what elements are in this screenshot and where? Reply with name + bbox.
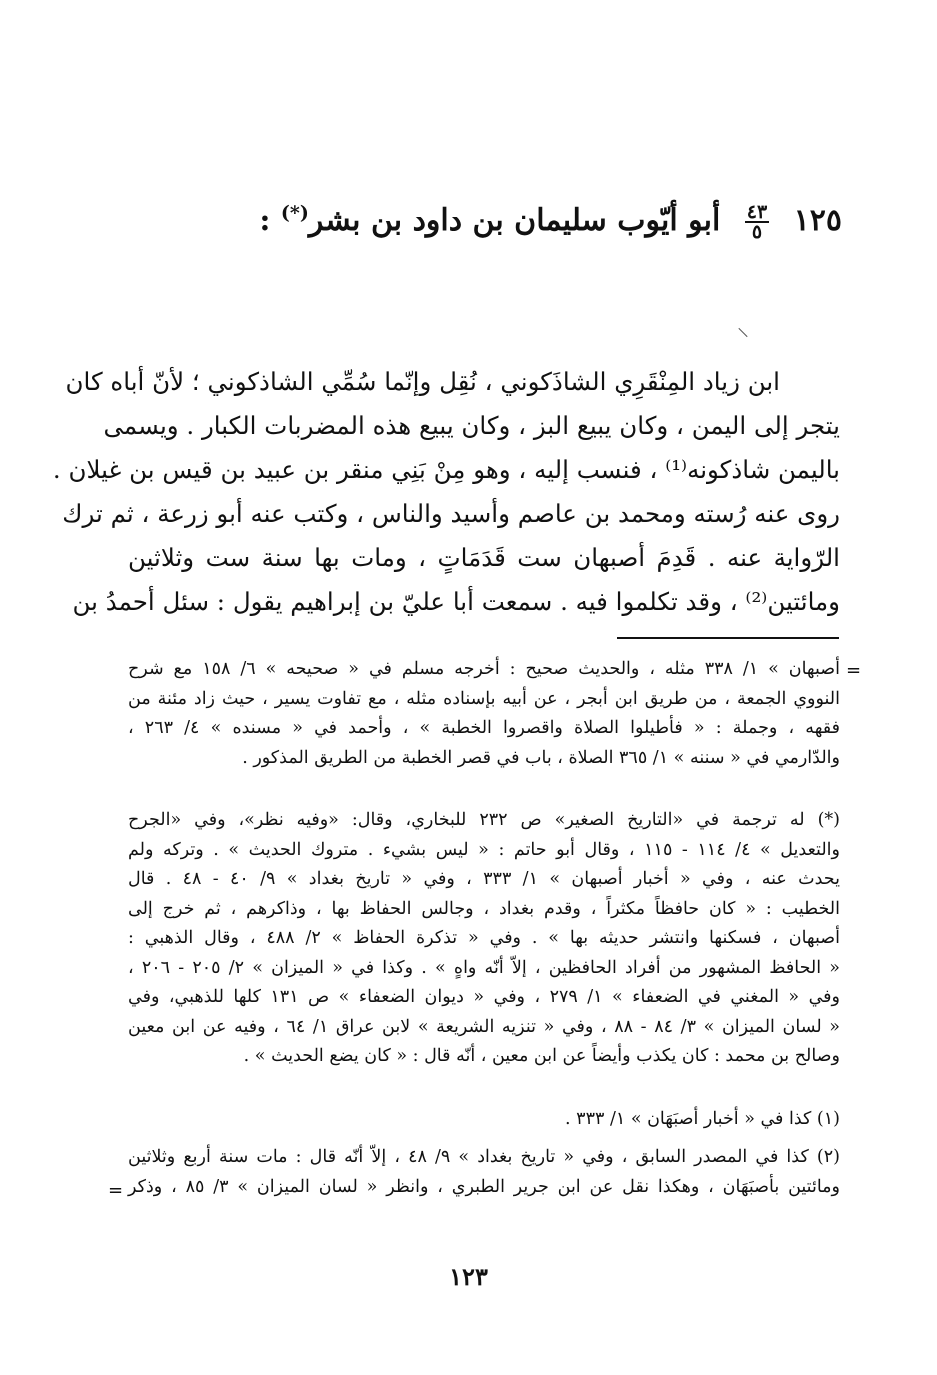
footnote-line: « الحافظ المشهور من أفراد الحافظين ، إلاّ أنّه واهٍ » . وكذا في « الميزان » ٢/ ٢٠٥ - ٢٠٦ ، — [128, 957, 840, 978]
footnote-line: فقهه ، وجملة : « فأطيلوا الصلاة واقصروا الخطبة » ، وأحمد في « مسنده » ٤/ ٢٦٣ ، — [128, 718, 840, 738]
footnote-star — [128, 806, 840, 1072]
main-line: يتجر إلى اليمن ، وكان يبيع البز ، وكان يبيع هذه المضربات الكبار . ويسمى — [103, 411, 840, 440]
footnote-continued — [128, 655, 840, 773]
footnote-line: (١) كذا في « أخبار أصبَهَان » ١/ ٣٣٣ . — [565, 1109, 840, 1129]
entry-title: أبو أيّوب سليمان بن داود بن بشر — [308, 203, 721, 238]
entry-marker-fraction — [745, 203, 769, 241]
entry-colon: : — [259, 203, 281, 238]
footnote-1 — [128, 1105, 840, 1135]
main-line: روى عنه رُسته ومحمد بن عاصم وأسيد والناس ، وكتب عنه أبو زرعة ، ثم ترك — [62, 499, 840, 528]
entry-footnote-star: (*) — [280, 202, 309, 224]
main-line: ابن زياد المِنْقَرِي الشاذَكوني ، نُقِل وإنّما سُمِّي الشاذكوني ؛ لأنّ أباه كان — [65, 367, 780, 396]
footnote-line: (٢) كذا في المصدر السابق ، وفي « تاريخ بغداد » ٩/ ٤٨ ، إلاّ أنّه قال : مات سنة أربع وثلاثين — [128, 1147, 840, 1167]
main-text — [52, 360, 840, 624]
entry-heading — [82, 186, 842, 248]
footnote-line: ومائتين بأصبَهَان ، وهكذا نقل عن ابن جرير الطبري ، وانظر « لسان الميزان » ٣/ ٨٥ ، وذكر — [128, 1176, 840, 1197]
footnote-line: والدّارمي في « سننه » ١/ ٣٦٥ الصلاة ، باب في قصر الخطبة من الطريق المذكور . — [242, 747, 840, 768]
footnote-line: وفي « المغني في الضعفاء » ١/ ٢٧٩ ، وفي « ديوان الضعفاء » ص ١٣١ كلها للذهبي، وفي — [128, 987, 840, 1007]
footnote-line: أصبهان » ١/ ٣٣٨ مثله ، والحديث صحيح : أخرجه مسلم في « صحيحه » ٦/ ١٥٨ مع شرح — [128, 659, 840, 679]
footnote-line: وصالح بن محمد : كان يكذب وأيضاً عن ابن معين ، أنّه قال : « كان يضع الحديث » . — [243, 1046, 840, 1066]
footnote-line: أصبهان ، فسكنها وانتشر حديثه بها » . وفي « تذكرة الحفاظ » ٢/ ٤٨٨ ، وقال الذهبي : — [128, 928, 841, 948]
marker-bottom: ٥ — [751, 221, 763, 243]
entry-number: ١٢٥ — [793, 203, 842, 238]
marker-top: ٤٣ — [746, 201, 768, 223]
footnote-line: والتعديل » ٤/ ١١٤ - ١١٥ ، وقال أبو حاتم : « ليس بشيء . متروك الحديث » . وتركه ولم — [128, 839, 840, 860]
footnote-separator — [617, 637, 839, 639]
continuation-marker-start: = — [846, 660, 862, 681]
main-line: الرّواية عنه . قَدِمَ أصبهان ست قَدَمَاتٍ ، ومات بها سنة ست وثلاثين — [128, 543, 840, 572]
footnote-line: يحدث عنه ، وفي « أخبار أصبهان » ١/ ٣٣٣ ، وفي « تاريخ بغداد » ٩/ ٤٠ - ٤٨ . قال — [128, 869, 840, 889]
main-line: ومائتين⁽²⁾ ، وقد تكلموا فيه . سمعت أبا عليّ بن إبراهيم يقول : سئل أحمدُ بن — [72, 587, 840, 616]
stray-mark — [738, 328, 747, 337]
footnote-line: « لسان الميزان » ٣/ ٨٤ - ٨٨ ، وفي « تنزيه الشريعة » لابن عراق ١/ ٦٤ ، وفيه عن ابن معين — [128, 1016, 840, 1037]
footnote-line: النووي الجمعة ، من طريق ابن أبجر ، عن أبيه بإسناده مثله ، مع تفاوت يسير ، حيث زاد مئنة من — [128, 688, 840, 709]
footnote-2 — [128, 1143, 840, 1202]
continuation-marker-end: = — [108, 1180, 124, 1201]
footnote-line: (*) له ترجمة في «التاريخ الصغير» ص ٢٣٢ للبخاري، وقال: «وفيه نظر»، وفي «الجرح — [128, 810, 840, 830]
main-line: باليمن شاذكونه⁽¹⁾ ، فنسب إليه ، وهو مِنْ بَنِي منقر بن عبيد بن قيس بن غيلان . — [52, 455, 840, 484]
page-number: ١٢٣ — [449, 1262, 488, 1291]
footnote-line: الخطيب : « كان حافظاً مكثراً ، وقدم بغداد ، وجالس الحفاظ بها ، وذاكرهم ، ثم خرج إلى — [128, 898, 840, 919]
